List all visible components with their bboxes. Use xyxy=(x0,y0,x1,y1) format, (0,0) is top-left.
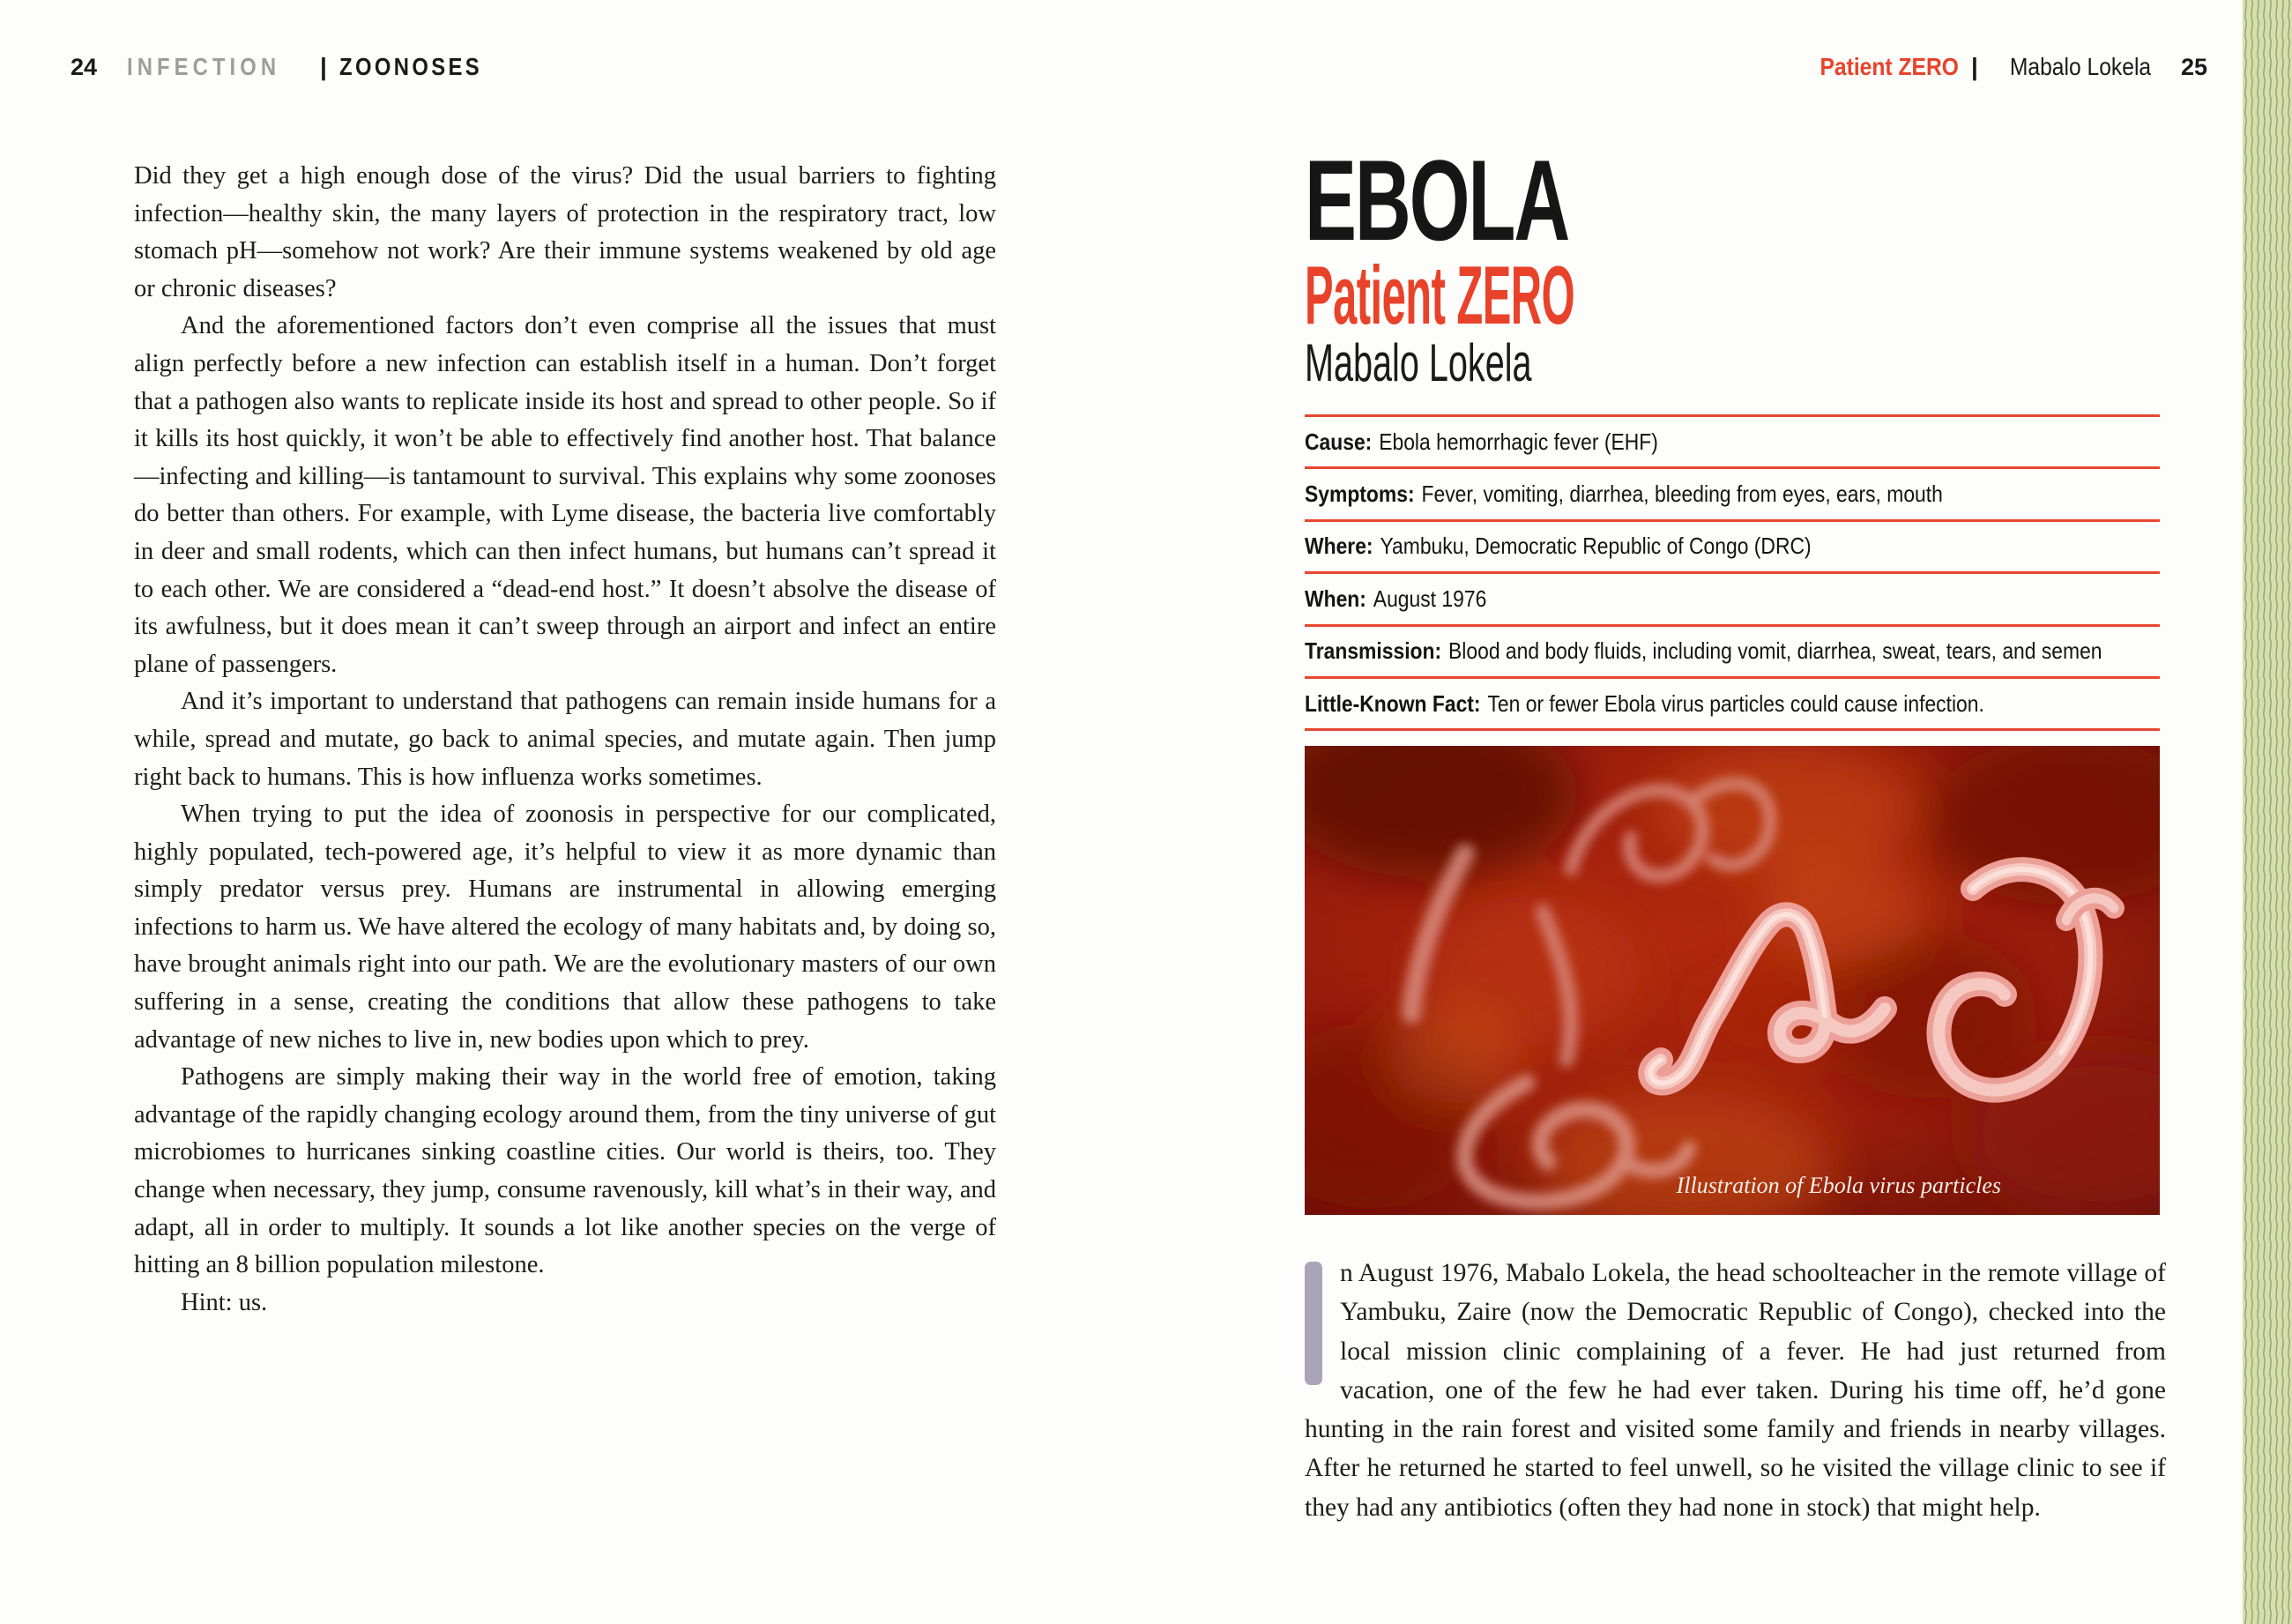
page-edge-pattern xyxy=(2243,0,2292,1624)
drop-cap-bar xyxy=(1305,1262,1322,1385)
intro-text: n August 1976, Mabalo Lokela, the head schoolteacher in the remote village of Yambuku, Zaire (now the Democratic Republic of Congo), checked into the local mission clinic complaining of a fever. He had just returned from vacation, one of the few he had ever taken. During his time off, he’d gone hunting in the rain forest and visited some family and friends in nearby villages. After he returned he started to feel unwell, so he visited the village clinic to see if they had any antibiotics (often they had none in stock) that might help. xyxy=(1305,1259,2166,1522)
drop-cap xyxy=(1305,1254,1322,1404)
fact-label: Transmission: xyxy=(1305,637,1442,665)
fact-label: When: xyxy=(1305,585,1366,612)
header-person-name: Mabalo Lokela xyxy=(2009,53,2151,80)
fact-row-where xyxy=(1305,522,2160,574)
header-divider: | xyxy=(1970,53,1978,80)
paragraph: Hint: us. xyxy=(181,1288,268,1316)
fact-label: Symptoms: xyxy=(1305,480,1415,508)
paragraph: And it’s important to understand that pathogens can remain inside humans for a while, spread and mutate, go back to animal species, and mutate again. Then jump right back to humans. This is how influenza works sometimes. xyxy=(134,688,996,791)
paragraph: And the aforementioned factors don’t even comprise all the issues that must align perfectly before a new infection can establish itself in a human. Don’t forget that a pathogen also wants to replicate inside its host and spread to other people. So if it kills its host quickly, it won’t be able to effectively find another host. That balance—infecting and killing—is tantamount to survival. This explains why some zoonoses do better than others. For example, with Lyme disease, the bacteria live comfortably in deer and small rodents, which can then infect humans, but humans can’t spread it to each other. We are considered a “dead-end host.” It doesn’t absolve the disease of its awfulness, but it does mean it can’t sweep through an airport and infect an entire plane of passengers. xyxy=(134,312,996,678)
fact-row-symptoms xyxy=(1305,469,2160,521)
fact-label: Little-Known Fact: xyxy=(1305,689,1481,717)
fact-value: Ebola hemorrhagic fever (EHF) xyxy=(1379,428,1658,455)
paragraph: Did they get a high enough dose of the virus? Did the usual barriers to fighting infection—healthy skin, the many layers of protection in the respiratory tract, low stomach pH—somehow not work? Are their immune systems weakened by old age or chronic diseases? xyxy=(134,162,996,302)
header-section-label: INFECTION xyxy=(127,53,281,80)
left-running-header xyxy=(71,53,507,81)
header-series-label: Patient ZERO xyxy=(1819,53,1959,80)
left-page-body xyxy=(134,158,996,1322)
fact-value: Fever, vomiting, diarrhea, bleeding from eyes, ears, mouth xyxy=(1421,480,1943,508)
illustration-caption: Illustration of Ebola virus particles xyxy=(1676,1173,2001,1198)
chapter-title: EBOLA xyxy=(1305,136,1569,264)
fact-row-little-known-fact xyxy=(1305,679,2160,731)
deckle-pattern-art xyxy=(2243,0,2292,1624)
intro-paragraph xyxy=(1305,1254,2166,1527)
fact-row-when xyxy=(1305,574,2160,626)
fact-value: August 1976 xyxy=(1373,585,1487,612)
fact-value: Blood and body fluids, including vomit, diarrhea, sweat, tears, and semen xyxy=(1448,637,2102,665)
fact-label: Where: xyxy=(1305,533,1373,560)
header-divider: | xyxy=(319,53,327,80)
fact-row-cause xyxy=(1305,417,2160,469)
fact-label: Cause: xyxy=(1305,428,1373,455)
fact-row-transmission xyxy=(1305,627,2160,679)
fact-list xyxy=(1305,414,2160,731)
paragraph: When trying to put the idea of zoonosis in perspective for our complicated, highly populated, tech-powered age, it’s helpful to view it as more dynamic than simply predator versus prey. Humans are instrumental in allowing emerging infections to harm us. We have altered the ecology of many habitats and, by doing so, have brought animals right into our path. We are the evolutionary masters of our own suffering in a sense, creating the conditions that allow these pathogens to take advantage of new niches to live in, new bodies upon which to prey. xyxy=(134,801,996,1054)
fact-value: Yambuku, Democratic Republic of Congo (DRC) xyxy=(1380,533,1812,560)
ebola-virus-illustration xyxy=(1305,746,2160,1215)
left-page-number: 24 xyxy=(71,54,98,80)
right-page-number: 25 xyxy=(2180,54,2207,80)
right-running-header xyxy=(1801,53,2207,81)
patient-name: Mabalo Lokela xyxy=(1305,333,1532,392)
paragraph: Pathogens are simply making their way in the world free of emotion, taking advantage of the rapidly changing ecology around them, from the tiny universe of gut microbiomes to hurricanes sinking coastline cities. Our world is theirs, too. They change when necessary, they jump, consume ravenously, kill what’s in their way, and adapt, all in order to multiply. It sounds a lot like another species on the verge of hitting an 8 billion population milestone. xyxy=(134,1063,996,1279)
virus-illustration-art xyxy=(1305,746,2160,1215)
drop-cap-letter xyxy=(1305,1385,1306,1386)
header-topic-label: ZOONOSES xyxy=(339,53,482,80)
chapter-subtitle: Patient ZERO xyxy=(1305,249,1575,341)
fact-value: Ten or fewer Ebola virus particles could cause infection. xyxy=(1487,689,1984,717)
